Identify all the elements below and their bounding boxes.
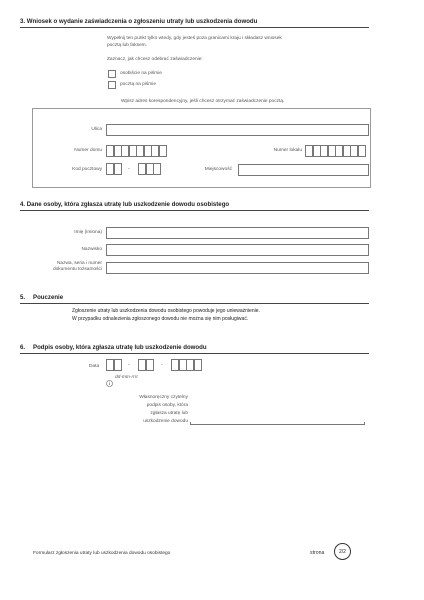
footer-page-label: strona — [310, 550, 325, 556]
section-6-title: Podpis osoby, która zgłasza utratę lub uszkodzenie dowodu — [33, 344, 207, 351]
city-input[interactable] — [238, 164, 369, 176]
surname-input[interactable] — [106, 244, 369, 256]
notice-line2: W przypadku odnalezienia zgłoszonego dowodu nie można się nim posługiwać. — [72, 316, 249, 322]
postal-code-cells-part2[interactable] — [138, 163, 161, 175]
date-dash-2: - — [161, 362, 163, 368]
house-number-label: Numer domu — [74, 148, 102, 153]
date-year-cells[interactable] — [171, 359, 201, 371]
postal-code-cells-part1[interactable] — [106, 163, 121, 175]
section-6-number: 6. — [20, 344, 26, 351]
document-input[interactable] — [106, 262, 369, 274]
footer-page-number: 2/2 — [339, 548, 346, 555]
date-month-cells[interactable] — [138, 359, 153, 371]
section-3-intro-line2: pocztą lub faksem. — [107, 43, 147, 48]
apartment-number-label: Numer lokalu — [273, 148, 302, 153]
option-in-person-label: osobiście na piśmie — [120, 71, 162, 76]
section-3-title: 3. Wniosek o wydanie zaświadczenia o zgłoszeniu utraty lub uszkodzenia dowodu — [20, 18, 258, 25]
postal-code-dash: - — [128, 166, 130, 172]
section-3-intro-line1: Wypełnij ten punkt tylko wtedy, gdy jesteś poza granicami kraju i składasz wniosek — [107, 36, 282, 41]
surname-label: Nazwisko — [81, 247, 102, 252]
footer-form-name: Formularz zgłoszenia utraty lub uszkodzenia dowodu osobistego — [33, 551, 171, 556]
signature-label-line1: Własnoręczny czytelny — [139, 395, 188, 400]
document-label-line2: dokumentu tożsamości — [52, 267, 102, 272]
section-5-title: Pouczenie — [33, 294, 64, 301]
section-4-rule — [20, 210, 369, 211]
street-input[interactable] — [106, 124, 369, 136]
signature-label-line2: podpis osoby, która — [146, 403, 188, 408]
section-5-rule — [20, 303, 369, 304]
first-names-input[interactable] — [106, 227, 369, 239]
info-icon — [106, 374, 113, 381]
date-dash-1: - — [128, 362, 130, 368]
house-number-cells[interactable] — [106, 145, 166, 157]
option-in-person-checkbox[interactable] — [108, 70, 116, 78]
section-6-rule — [20, 353, 369, 354]
first-names-label: Imię (imiona) — [74, 230, 102, 235]
document-label-line1: Nazwa, seria i numer — [56, 261, 102, 266]
page-number-badge — [334, 543, 351, 560]
address-note: Wpisz adres korespondencyjny, jeśli chcesz otrzymać zaświadczenie pocztą. — [121, 99, 285, 104]
section-3-choose-label: Zaznacz, jak chcesz odebrać zaświadczenie: — [107, 57, 203, 62]
notice-line1: Zgłoszenie utraty lub uszkodzenia dowodu osobistego powoduje jego unieważnienie. — [72, 308, 260, 314]
street-label: Ulica — [91, 127, 102, 132]
section-5-number: 5. — [20, 294, 26, 301]
signature-line[interactable] — [190, 422, 365, 425]
option-by-post-label: pocztą na piśmie — [120, 82, 156, 87]
signature-label-line4: uszkodzenie dowodu — [143, 419, 188, 424]
section-3-rule — [20, 27, 369, 28]
section-4-title: 4. Dane osoby, która zgłasza utratę lub uszkodzenie dowodu osobistego — [20, 201, 230, 208]
date-day-cells[interactable] — [106, 359, 121, 371]
date-label: Data — [89, 364, 100, 369]
city-label: Miejscowość — [204, 167, 232, 172]
signature-label-line3: zgłasza utratę lub — [150, 411, 188, 416]
apartment-number-cells[interactable] — [305, 145, 365, 157]
option-by-post-checkbox[interactable] — [108, 81, 116, 89]
date-format-hint: dd-mm-rrrr — [115, 375, 138, 380]
postal-code-label: Kod pocztowy — [72, 167, 102, 172]
